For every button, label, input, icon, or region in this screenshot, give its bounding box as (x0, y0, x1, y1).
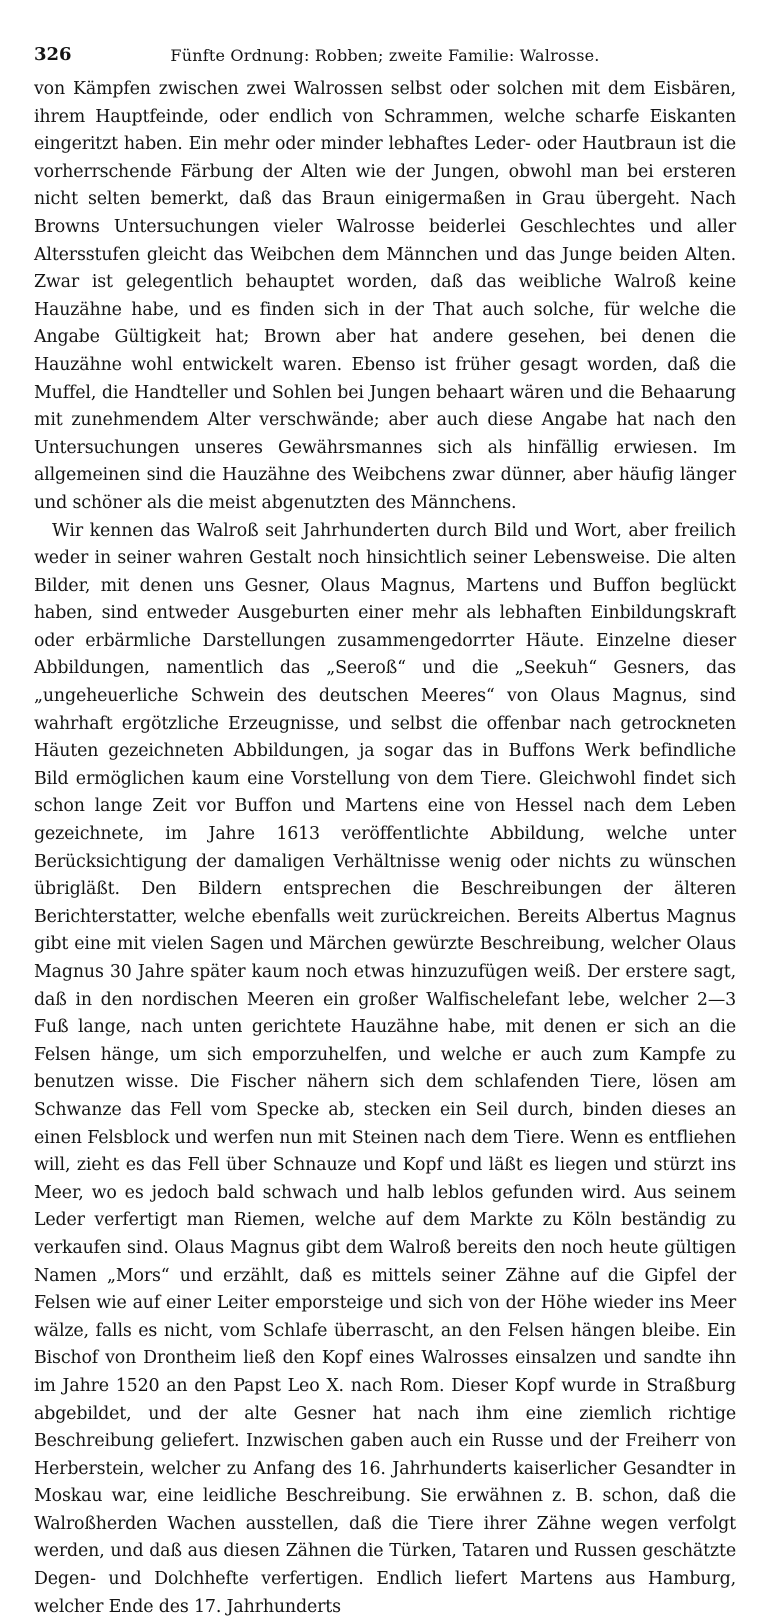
paragraph-2: Wir kennen das Walroß seit Jahrhunderten durch Bild und Wort, aber freilich weder in seiner wahren Gestalt noch hinsichtlich seiner Lebensweise. Die alten Bilder, mit denen uns Gesner, Olaus Magnus, Martens und Buffon beglückt haben, sind entweder Ausgeburten einer mehr als lebhaften Einbildungskraft oder erbärmliche Darstellungen zusammengedorrter Häute. Einzelne dieser Abbildungen, namentlich das „Seeroß“ und die „Seekuh“ Gesners, das „ungeheuerliche Schwein des deutschen Meeres“ von Olaus Magnus, sind wahrhaft ergötzliche Erzeugnisse, und selbst die offenbar nach getrockneten Häuten gezeichneten Abbildungen, ja sogar das in Buffons Werk befindliche Bild ermöglichen kaum eine Vorstellung von dem Tiere. Gleichwohl findet sich schon lange Zeit vor Buffon und Martens eine von Hessel nach dem Leben gezeichnete, im Jahre 1613 veröffentlichte Abbildung, welche unter Berücksichtigung der damaligen Verhältnisse wenig oder nichts zu wünschen übrigläßt. Den Bildern entsprechen die Beschreibungen der älteren Berichterstatter, welche ebenfalls weit zurückreichen. Bereits Albertus Magnus gibt eine mit vielen Sagen und Märchen gewürzte Beschreibung, welcher Olaus Magnus 30 Jahre später kaum noch etwas hinzuzufügen weiß. Der erstere sagt, daß in den nordischen Meeren ein großer Walfischelefant lebe, welcher 2—3 Fuß lange, nach unten gerichtete Hauzähne habe, mit denen er sich an die Felsen hänge, um sich emporzuhelfen, und welche er auch zum Kampfe zu benutzen wisse. Die Fischer nähern sich dem schlafenden Tiere, lösen am Schwanze das Fell vom Specke ab, stecken ein Seil durch, binden dieses an einen Felsblock und werfen nun mit Steinen nach dem Tiere. Wenn es entfliehen will, zieht es das Fell über Schnauze und Kopf und läßt es liegen und stürzt ins Meer, wo es jedoch bald schwach und halb leblos gefunden wird. Aus seinem Leder verfertigt man Riemen, welche auf dem Markte zu Köln beständig zu verkaufen sind. Olaus Magnus gibt dem Walroß bereits den noch heute gültigen Namen „Mors“ und erzählt, daß es mittels seiner Zähne auf die Gipfel der Felsen wie auf einer Leiter emporsteige und sich von der Höhe wieder ins Meer wälze, falls es nicht, vom Schlafe überrascht, an den Felsen hängen bleibe. Ein Bischof von Drontheim ließ den Kopf eines Walrosses einsalzen und sandte ihn im Jahre 1520 an den Papst Leo X. nach Rom. Dieser Kopf wurde in Straßburg abgebildet, und der alte Gesner hat nach ihm eine ziemlich richtige Beschreibung geliefert. Inzwischen gaben auch ein Russe und der Freiherr von Herberstein, welcher zu Anfang des 16. Jahrhunderts kaiserlicher Gesandter in Moskau war, eine leidliche Beschreibung. Sie erwähnen z. B. schon, daß die Walroßherden Wachen ausstellen, daß die Tiere ihrer Zähne wegen verfolgt werden, und daß aus diesen Zähnen die Türken, Tataren und Russen geschätzte Degen- und Dolchhefte verfertigen. Endlich liefert Martens aus Hamburg, welcher Ende des 17. Jahrhunderts (34, 518, 736, 1621)
body-text (34, 76, 736, 1621)
running-title: Fünfte Ordnung: Robben; zweite Familie: Walrosse. (34, 46, 736, 65)
page-header (34, 42, 736, 76)
page-number: 326 (34, 44, 72, 65)
book-page (34, 42, 736, 1621)
paragraph-1: von Kämpfen zwischen zwei Walrossen selbst oder solchen mit dem Eisbären, ihrem Hauptfeinde, oder endlich von Schrammen, welche scharfe Eiskanten eingeritzt haben. Ein mehr oder minder lebhaftes Leder- oder Hautbraun ist die vorherrschende Färbung der Alten wie der Jungen, obwohl man bei ersteren nicht selten bemerkt, daß das Braun einigermaßen in Grau übergeht. Nach Browns Untersuchungen vieler Walrosse beiderlei Geschlechtes und aller Altersstufen gleicht das Weibchen dem Männchen und das Junge beiden Alten. Zwar ist gelegentlich behauptet worden, daß das weibliche Walroß keine Hauzähne habe, und es finden sich in der That auch solche, für welche die Angabe Gültigkeit hat; Brown aber hat andere gesehen, bei denen die Hauzähne wohl entwickelt waren. Ebenso ist früher gesagt worden, daß die Muffel, die Handteller und Sohlen bei Jungen behaart wären und die Behaarung mit zunehmendem Alter verschwände; aber auch diese Angabe hat nach den Untersuchungen unseres Gewährsmannes sich als hinfällig erwiesen. Im allgemeinen sind die Hauzähne des Weibchens zwar dünner, aber häufig länger und schöner als die meist abgenutzten des Männchens. (34, 76, 736, 518)
